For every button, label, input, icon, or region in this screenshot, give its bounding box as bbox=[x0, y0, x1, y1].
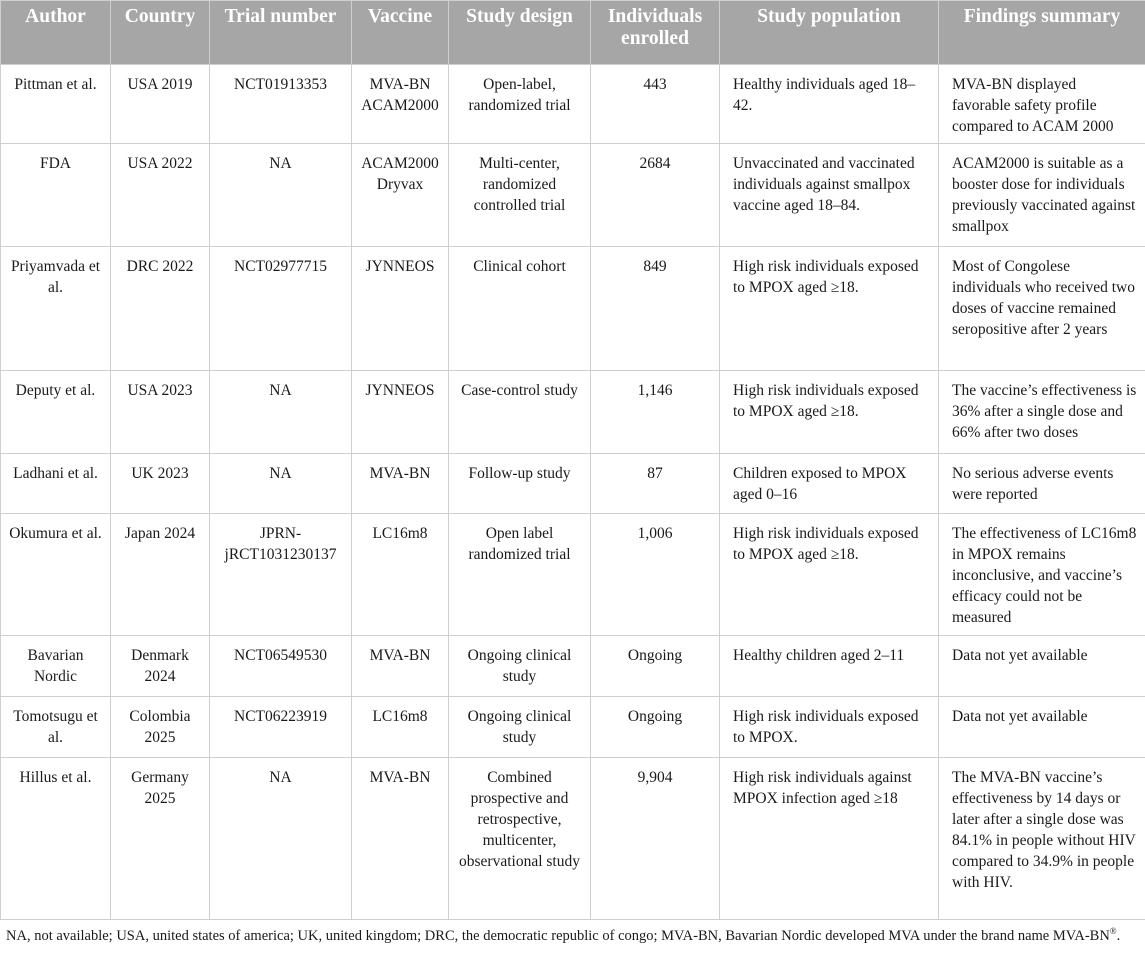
cell-individuals-enrolled: 87 bbox=[591, 454, 720, 514]
cell-country: Germany 2025 bbox=[111, 758, 210, 920]
cell-findings-summary: The effectiveness of LC16m8 in MPOX remains inconclusive, and vaccine’s efficacy could not be measured bbox=[939, 514, 1145, 636]
cell-individuals-enrolled: 1,146 bbox=[591, 371, 720, 454]
header-findings-summary: Findings summary bbox=[939, 1, 1145, 65]
cell-trial-number: NCT06549530 bbox=[210, 636, 352, 697]
cell-individuals-enrolled: 443 bbox=[591, 65, 720, 144]
table-row bbox=[1, 144, 1145, 247]
cell-author: Deputy et al. bbox=[1, 371, 111, 454]
cell-findings-summary: The vaccine’s effectiveness is 36% after a single dose and 66% after two doses bbox=[939, 371, 1145, 454]
cell-author: Tomotsugu et al. bbox=[1, 697, 111, 758]
cell-vaccine: MVA-BN bbox=[352, 454, 449, 514]
cell-author: Pittman et al. bbox=[1, 65, 111, 144]
cell-findings-summary: Data not yet available bbox=[939, 636, 1145, 697]
cell-vaccine: JYNNEOS bbox=[352, 247, 449, 371]
cell-study-design: Open label randomized trial bbox=[449, 514, 591, 636]
cell-vaccine: ACAM2000 Dryvax bbox=[352, 144, 449, 247]
cell-individuals-enrolled: Ongoing bbox=[591, 697, 720, 758]
cell-study-population: Healthy children aged 2–11 bbox=[720, 636, 939, 697]
cell-study-population: Healthy individuals aged 18–42. bbox=[720, 65, 939, 144]
table-row bbox=[1, 636, 1145, 697]
cell-country: UK 2023 bbox=[111, 454, 210, 514]
table-row bbox=[1, 514, 1145, 636]
cell-findings-summary: The MVA-BN vaccine’s effectiveness by 14 days or later after a single dose was 84.1% in people without HIV compared to 34.9% in people with HIV. bbox=[939, 758, 1145, 920]
cell-study-design: Multi-center, randomized controlled trial bbox=[449, 144, 591, 247]
cell-country: Colombia 2025 bbox=[111, 697, 210, 758]
cell-individuals-enrolled: Ongoing bbox=[591, 636, 720, 697]
cell-findings-summary: Data not yet available bbox=[939, 697, 1145, 758]
cell-author: Priyamvada et al. bbox=[1, 247, 111, 371]
cell-trial-number: NA bbox=[210, 371, 352, 454]
cell-trial-number: NA bbox=[210, 454, 352, 514]
cell-study-design: Clinical cohort bbox=[449, 247, 591, 371]
cell-individuals-enrolled: 1,006 bbox=[591, 514, 720, 636]
cell-vaccine: LC16m8 bbox=[352, 697, 449, 758]
cell-study-population: High risk individuals exposed to MPOX aged ≥18. bbox=[720, 371, 939, 454]
cell-vaccine: MVA-BN ACAM2000 bbox=[352, 65, 449, 144]
cell-author: Okumura et al. bbox=[1, 514, 111, 636]
cell-trial-number: NA bbox=[210, 758, 352, 920]
cell-individuals-enrolled: 849 bbox=[591, 247, 720, 371]
cell-vaccine: JYNNEOS bbox=[352, 371, 449, 454]
cell-study-population: Unvaccinated and vaccinated individuals against smallpox vaccine aged 18–84. bbox=[720, 144, 939, 247]
header-study-design: Study design bbox=[449, 1, 591, 65]
cell-study-design: Ongoing clinical study bbox=[449, 636, 591, 697]
cell-study-population: Children exposed to MPOX aged 0–16 bbox=[720, 454, 939, 514]
cell-author: Hillus et al. bbox=[1, 758, 111, 920]
footnote-text: NA, not available; USA, united states of america; UK, united kingdom; DRC, the democratic republic of congo; MVA-BN, Bavarian Nordic developed MVA under the brand name MVA-BN bbox=[6, 928, 1110, 944]
table-row bbox=[1, 247, 1145, 371]
table-header-row bbox=[1, 1, 1145, 65]
table-row bbox=[1, 758, 1145, 920]
cell-study-design: Combined prospective and retrospective, multicenter, observational study bbox=[449, 758, 591, 920]
cell-vaccine: MVA-BN bbox=[352, 636, 449, 697]
cell-author: FDA bbox=[1, 144, 111, 247]
cell-trial-number: NA bbox=[210, 144, 352, 247]
cell-study-design: Ongoing clinical study bbox=[449, 697, 591, 758]
table-row bbox=[1, 371, 1145, 454]
table-footnote bbox=[0, 920, 1130, 946]
cell-country: DRC 2022 bbox=[111, 247, 210, 371]
cell-study-design: Follow-up study bbox=[449, 454, 591, 514]
cell-author: Bavarian Nordic bbox=[1, 636, 111, 697]
cell-country: Denmark 2024 bbox=[111, 636, 210, 697]
cell-individuals-enrolled: 2684 bbox=[591, 144, 720, 247]
cell-trial-number: NCT02977715 bbox=[210, 247, 352, 371]
cell-findings-summary: No serious adverse events were reported bbox=[939, 454, 1145, 514]
cell-individuals-enrolled: 9,904 bbox=[591, 758, 720, 920]
cell-trial-number: JPRN-jRCT1031230137 bbox=[210, 514, 352, 636]
footnote-period: . bbox=[1116, 928, 1121, 944]
cell-country: Japan 2024 bbox=[111, 514, 210, 636]
cell-country: USA 2019 bbox=[111, 65, 210, 144]
cell-findings-summary: Most of Congolese individuals who received two doses of vaccine remained seropositive after 2 years bbox=[939, 247, 1145, 371]
cell-trial-number: NCT01913353 bbox=[210, 65, 352, 144]
cell-findings-summary: ACAM2000 is suitable as a booster dose for individuals previously vaccinated against smallpox bbox=[939, 144, 1145, 247]
cell-trial-number: NCT06223919 bbox=[210, 697, 352, 758]
header-individuals-enrolled: Individuals enrolled bbox=[591, 1, 720, 65]
cell-study-design: Case-control study bbox=[449, 371, 591, 454]
table-row bbox=[1, 454, 1145, 514]
cell-vaccine: LC16m8 bbox=[352, 514, 449, 636]
registered-mark: ® bbox=[1109, 926, 1117, 937]
table-row bbox=[1, 65, 1145, 144]
cell-study-population: High risk individuals exposed to MPOX aged ≥18. bbox=[720, 247, 939, 371]
header-study-population: Study population bbox=[720, 1, 939, 65]
cell-study-population: High risk individuals exposed to MPOX. bbox=[720, 697, 939, 758]
cell-country: USA 2022 bbox=[111, 144, 210, 247]
header-country: Country bbox=[111, 1, 210, 65]
header-author: Author bbox=[1, 1, 111, 65]
cell-study-design: Open-label, randomized trial bbox=[449, 65, 591, 144]
table-row bbox=[1, 697, 1145, 758]
cell-findings-summary: MVA-BN displayed favorable safety profile compared to ACAM 2000 bbox=[939, 65, 1145, 144]
header-vaccine: Vaccine bbox=[352, 1, 449, 65]
cell-study-population: High risk individuals exposed to MPOX aged ≥18. bbox=[720, 514, 939, 636]
header-trial-number: Trial number bbox=[210, 1, 352, 65]
cell-study-population: High risk individuals against MPOX infection aged ≥18 bbox=[720, 758, 939, 920]
cell-vaccine: MVA-BN bbox=[352, 758, 449, 920]
cell-country: USA 2023 bbox=[111, 371, 210, 454]
cell-author: Ladhani et al. bbox=[1, 454, 111, 514]
